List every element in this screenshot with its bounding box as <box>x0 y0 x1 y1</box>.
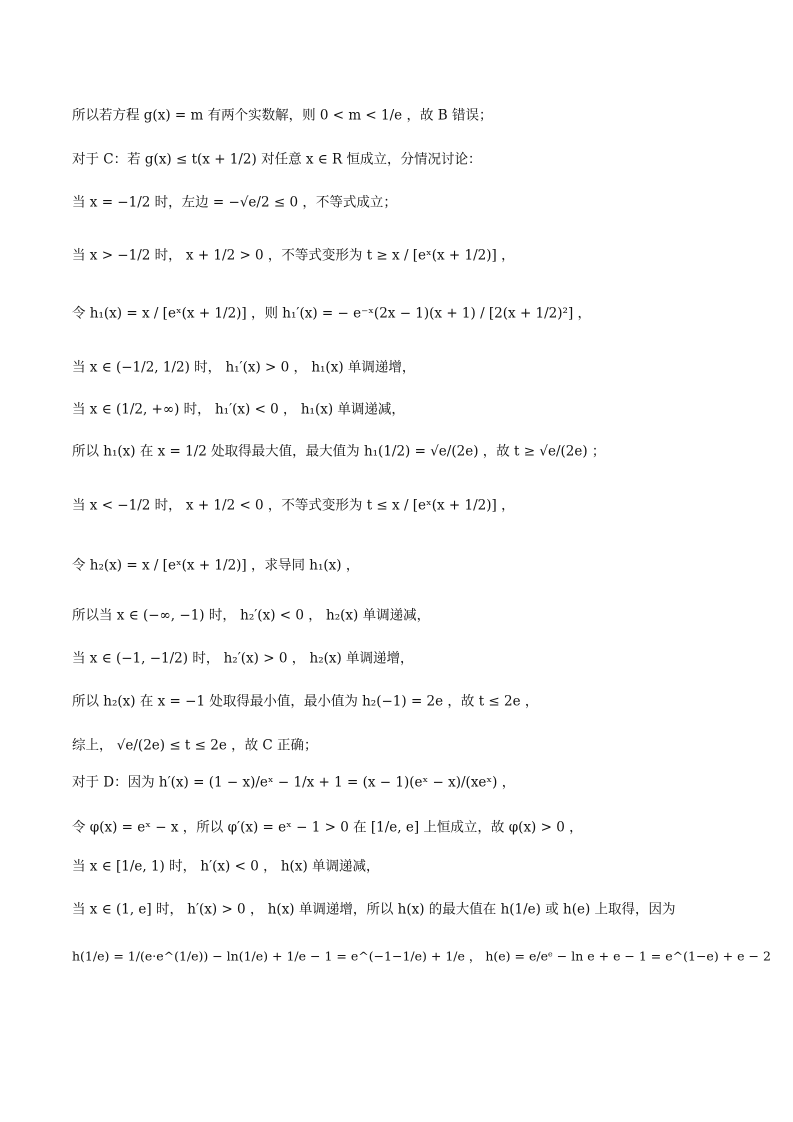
text-line: 所以 h₁(x) 在 x = 1/2 处取得最大值，最大值为 h₁(1/2) = √e/(2e) ，故 t ≥ √e/(2e) ； <box>72 443 606 460</box>
text-line: 当 x ∈ (−1, −1/2) 时， h₂′(x) > 0 ， h₂(x) 单调递增， <box>72 650 414 667</box>
text-line: 所以当 x ∈ (−∞, −1) 时， h₂′(x) < 0 ， h₂(x) 单调递减， <box>72 607 431 624</box>
text-line: 当 x = −1/2 时，左边 = −√e/2 ≤ 0 ，不等式成立； <box>72 194 397 211</box>
text-line: 当 x < −1/2 时， x + 1/2 < 0 ，不等式变形为 t ≤ x / [eˣ(x + 1/2)] ， <box>72 497 515 514</box>
text-line: 对于 C：若 g(x) ≤ t(x + 1/2) 对任意 x ∈ R 恒成立，分情况讨论： <box>72 151 482 168</box>
text-line: 所以若方程 g(x) = m 有两个实数解，则 0 < m < 1/e ，故 B 错误； <box>72 107 493 124</box>
text-line: 当 x ∈ (1, e] 时， h′(x) > 0 ， h(x) 单调递增，所以 h(x) 的最大值在 h(1/e) 或 h(e) 上取得，因为 <box>72 901 676 918</box>
text-line: 令 φ(x) = eˣ − x ，所以 φ′(x) = eˣ − 1 > 0 在 [1/e, e] 上恒成立，故 φ(x) > 0 ， <box>72 819 583 836</box>
text-line: 当 x ∈ [1/e, 1) 时， h′(x) < 0 ， h(x) 单调递减， <box>72 858 380 875</box>
text-line: 所以 h₂(x) 在 x = −1 处取得最小值，最小值为 h₂(−1) = 2e ，故 t ≤ 2e ， <box>72 693 539 710</box>
text-line: 当 x > −1/2 时， x + 1/2 > 0 ，不等式变形为 t ≥ x / [eˣ(x + 1/2)] ， <box>72 247 515 264</box>
text-line: 对于 D：因为 h′(x) = (1 − x)/eˣ − 1/x + 1 = (x − 1)(eˣ − x)/(xeˣ) ， <box>72 774 516 791</box>
text-line: 当 x ∈ (−1/2, 1/2) 时， h₁′(x) > 0 ， h₁(x) 单调递增， <box>72 359 416 376</box>
text-line: 令 h₁(x) = x / [eˣ(x + 1/2)] ，则 h₁′(x) = − e⁻ˣ(2x − 1)(x + 1) / [2(x + 1/2)²] ， <box>72 305 592 322</box>
text-line: h(1/e) = 1/(e·e^(1/e)) − ln(1/e) + 1/e − 1 = e^(−1−1/e) + 1/e ， h(e) = e/eᵉ − ln e + e − 1 = e^(1−e) + e − 2 <box>72 948 771 964</box>
text-line: 综上， √e/(2e) ≤ t ≤ 2e ，故 C 正确； <box>72 737 318 754</box>
text-line: 当 x ∈ (1/2, +∞) 时， h₁′(x) < 0 ， h₁(x) 单调递减， <box>72 401 405 418</box>
text-line: 令 h₂(x) = x / [eˣ(x + 1/2)] ，求导同 h₁(x) ， <box>72 557 360 574</box>
